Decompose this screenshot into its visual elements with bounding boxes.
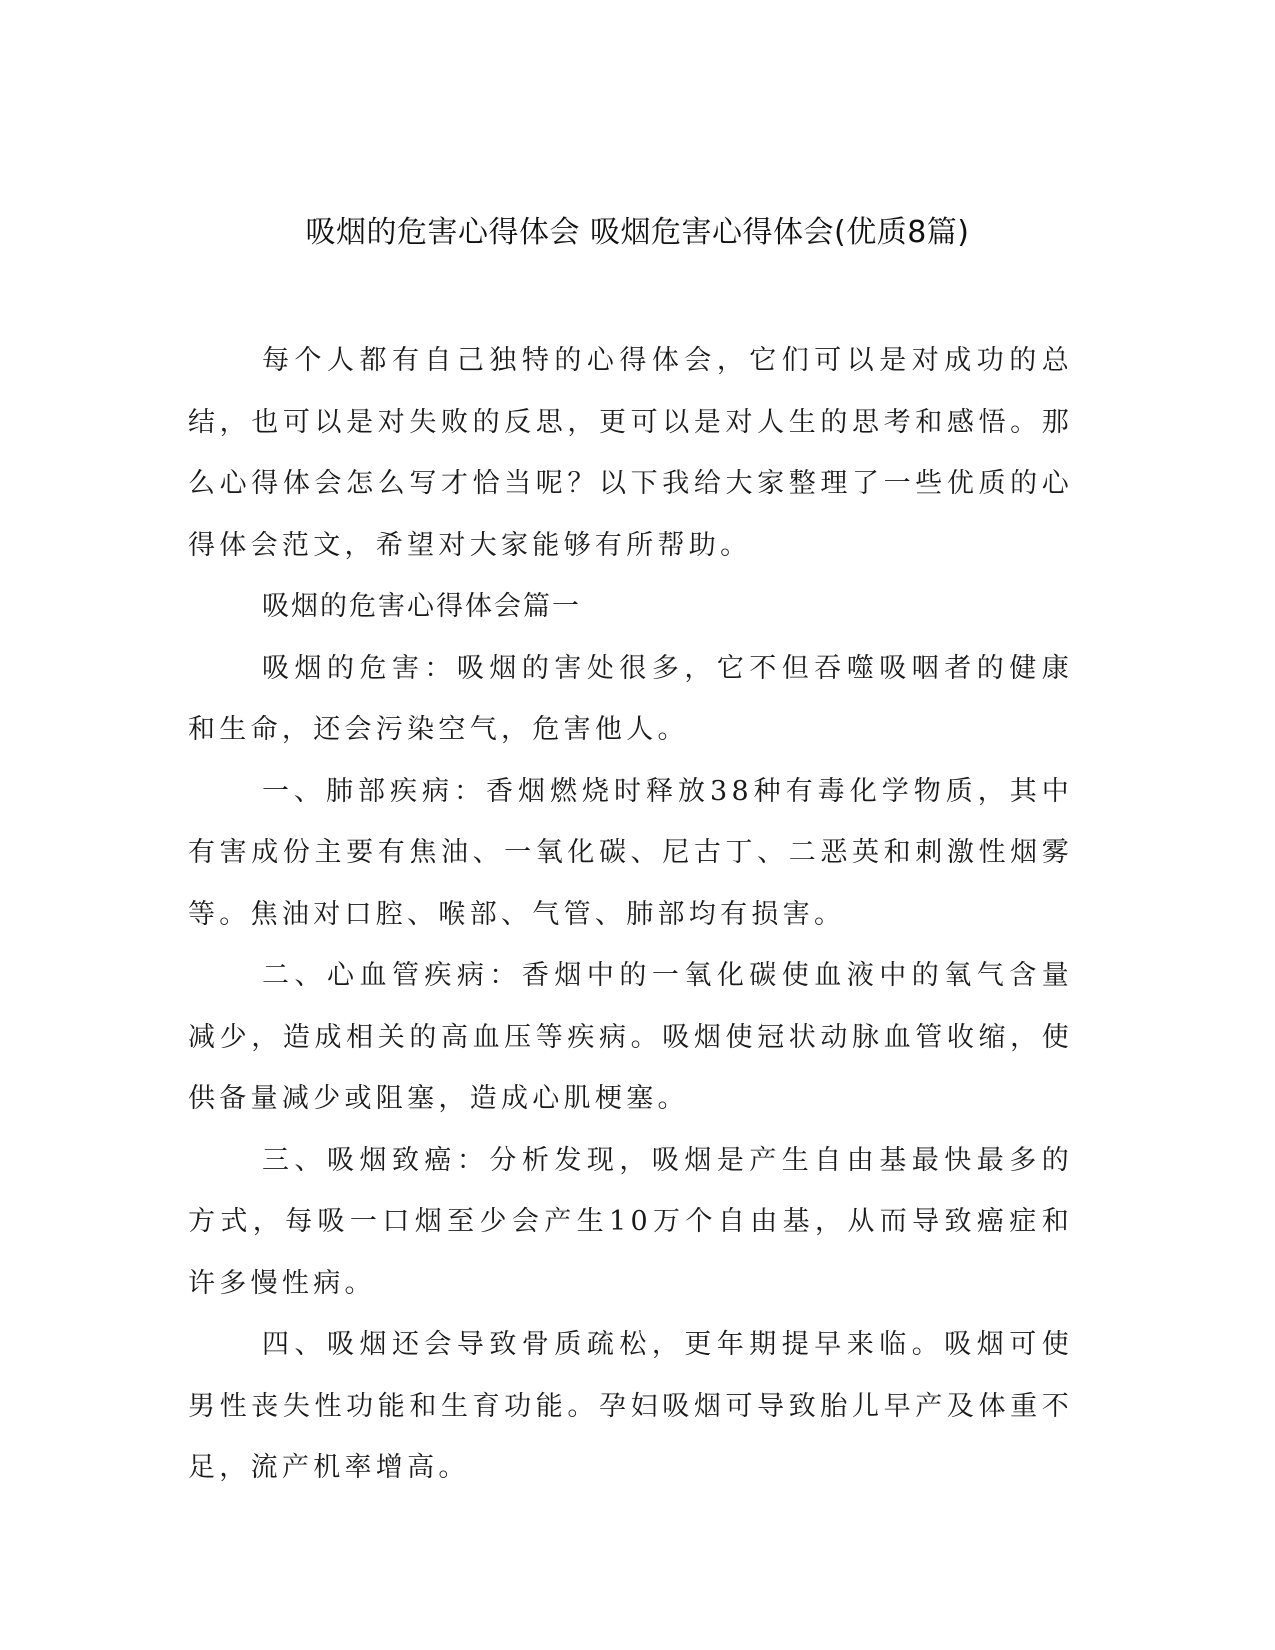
paragraph-lung-disease: 一、肺部疾病：香烟燃烧时释放38种有毒化学物质，其中有害成份主要有焦油、一氧化碳、尼古丁、二恶英和刺激性烟雾等。焦油对口腔、喉部、气管、肺部均有损害。	[188, 775, 1073, 930]
paragraph-harm-overview: 吸烟的危害：吸烟的害处很多，它不但吞噬吸咽者的健康和生命，还会污染空气，危害他人。	[188, 652, 1073, 745]
document-body	[188, 330, 1073, 1499]
paragraph-osteoporosis: 四、吸烟还会导致骨质疏松，更年期提早来临。吸烟可使男性丧失性功能和生育功能。孕妇吸烟可导致胎儿早产及体重不足，流产机率增高。	[188, 1329, 1073, 1483]
document-title: 吸烟的危害心得体会 吸烟危害心得体会(优质8篇)	[305, 215, 970, 250]
intro-paragraph: 每个人都有自己独特的心得体会，它们可以是对成功的总结，也可以是对失败的反思，更可以是对人生的思考和感悟。那么心得体会怎么写才恰当呢？以下我给大家整理了一些优质的心得体会范文，希望对大家能够有所帮助。	[188, 345, 1073, 561]
section-heading: 吸烟的危害心得体会篇一	[262, 591, 581, 622]
paragraph-cancer: 三、吸烟致癌：分析发现，吸烟是产生自由基最快最多的方式，每吸一口烟至少会产生10万个自由基，从而导致癌症和许多慢性病。	[188, 1144, 1073, 1299]
paragraph-cardiovascular: 二、心血管疾病：香烟中的一氧化碳使血液中的氧气含量减少，造成相关的高血压等疾病。吸烟使冠状动脉血管收缩，使供备量减少或阻塞，造成心肌梗塞。	[188, 960, 1073, 1114]
